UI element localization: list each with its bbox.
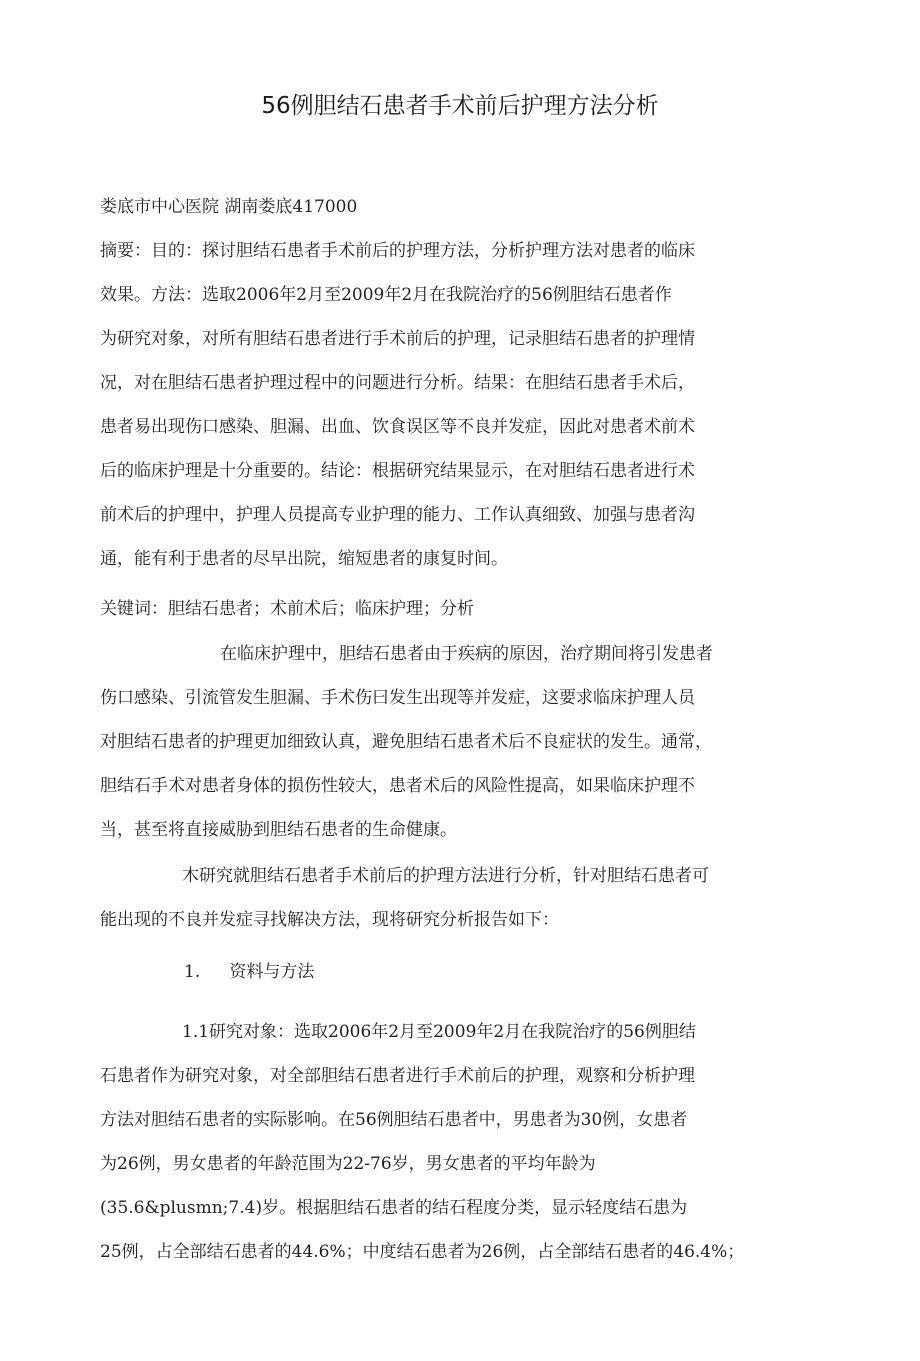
abstract-line: 况，对在胆结石患者护理过程中的问题进行分析。结果：在胆结石患者手术后， — [100, 373, 695, 393]
section-number: 1. — [184, 962, 201, 982]
keywords-text: 关键词：胆结石患者；术前术后；临床护理；分析 — [100, 599, 474, 619]
paragraph-line: 木研究就胆结石患者手术前后的护理方法进行分析，针对胆结石患者可 — [182, 866, 709, 886]
abstract-line: 前术后的护理中，护理人员提高专业护理的能力、工作认真细致、加强与患者沟 — [100, 505, 695, 525]
abstract-line: 后的临床护理是十分重要的。结论：根据研究结果显示，在对胆结石患者进行术 — [100, 461, 695, 481]
subsection-paragraph — [100, 1010, 820, 1274]
section-heading — [100, 950, 820, 994]
paragraph-line: 能出现的不良并发症寻找解决方法，现将研究分析报告如下： — [100, 910, 559, 930]
intro-paragraph — [100, 632, 820, 852]
paragraph-line: 为26例，男女患者的年龄范围为22-76岁，男女患者的平均年龄为 — [100, 1154, 596, 1174]
paragraph-line: 25例，占全部结石患者的44.6%；中度结石患者为26例，占全部结石患者的46.4%； — [100, 1242, 745, 1262]
keywords — [100, 587, 820, 631]
abstract-line: 为研究对象，对所有胆结石患者进行手术前后的护理，记录胆结石患者的护理情 — [100, 329, 695, 349]
paragraph-line: 对胆结石患者的护理更加细致认真，避免胆结石患者术后不良症状的发生。通常， — [100, 732, 712, 752]
abstract-line: 患者易出现伤口感染、胆漏、出血、饮食误区等不良并发症，因此对患者术前术 — [100, 417, 695, 437]
paragraph-line: 1.1研究对象：选取2006年2月至2009年2月在我院治疗的56例胆结 — [182, 1022, 696, 1042]
paragraph-line: 方法对胆结石患者的实际影响。在56例胆结石患者中，男患者为30例，女患者 — [100, 1110, 688, 1130]
paragraph-line: 当，甚至将直接威胁到胆结石患者的生命健康。 — [100, 820, 457, 840]
paragraph-line: 在临床护理中，胆结石患者由于疾病的原因，治疗期间将引发患者 — [220, 644, 713, 664]
paragraph-line: 石患者作为研究对象，对全部胆结石患者进行手术前后的护理，观察和分析护理 — [100, 1066, 695, 1086]
section-title: 资料与方法 — [229, 962, 315, 982]
affiliation-text: 娄底市中心医院 湖南娄底417000 — [100, 197, 358, 217]
abstract-line: 效果。方法：选取2006年2月至2009年2月在我院治疗的56例胆结石患者作 — [100, 285, 672, 305]
study-paragraph — [100, 854, 820, 942]
document-title: 56例胆结石患者手术前后护理方法分析 — [261, 93, 659, 119]
paragraph-line: 胆结石手术对患者身体的损伤性较大，患者术后的风险性提高，如果临床护理不 — [100, 776, 695, 796]
affiliation — [100, 185, 820, 229]
abstract-line: 通，能有利于患者的尽早出院，缩短患者的康复时间。 — [100, 549, 508, 569]
abstract — [100, 229, 820, 581]
paragraph-line: (35.6&plusmn;7.4)岁。根据胆结石患者的结石程度分类，显示轻度结石患为 — [100, 1198, 688, 1218]
paragraph-line: 伤口感染、引流管发生胆漏、手术伤曰发生出现等并发症，这要求临床护理人员 — [100, 688, 695, 708]
abstract-line: 摘要：目的：探讨胆结石患者手术前后的护理方法，分析护理方法对患者的临床 — [100, 241, 695, 261]
